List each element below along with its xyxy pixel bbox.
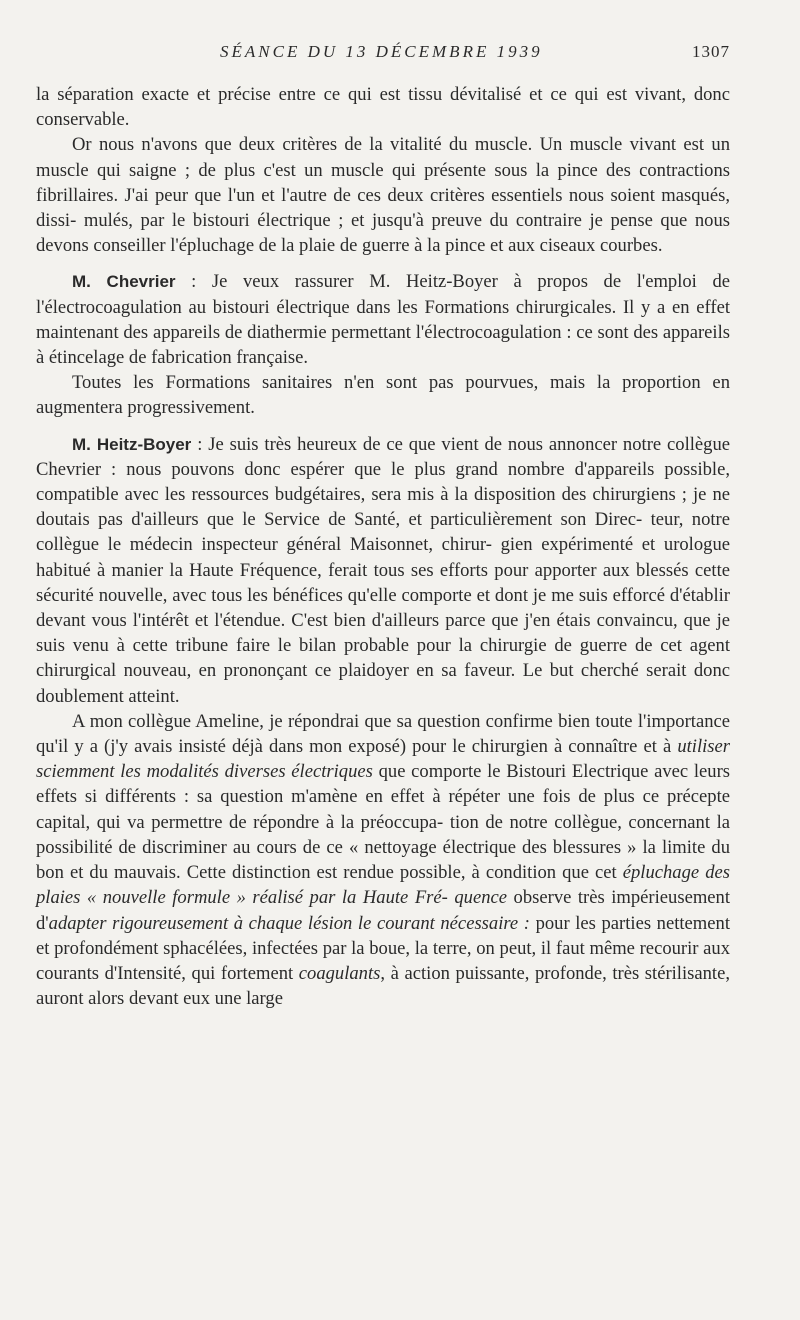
paragraph-heitz-boyer	[36, 432, 730, 709]
page-number: 1307	[692, 42, 730, 61]
p6-text-a: A mon collègue Ameline, je répondrai que sa question confirme bien toute l'importance qu'il y a (j'y avais insisté déjà dans mon exposé) pour le chirurgien à connaître et à	[36, 710, 730, 758]
paragraph-6	[36, 709, 730, 1011]
speaker-chevrier: M. Chevrier	[72, 272, 176, 292]
p6-text-d: pour les parties nettement et profondément sphacélées, infectées par la boue, la terre, on peut, il faut même recourir aux courants d'Intensité, qui fortement	[36, 912, 730, 984]
p6-italic-3: adapter rigoureusement à chaque lésion le courant nécessaire :	[48, 912, 530, 934]
heitz-boyer-text: : Je suis très heureux de ce que vient de nous annoncer notre collègue Chevrier : nous pouvons donc espérer que le plus grand nombre d'appareils possible, compatible avec les ressources budgétaires, sera mis à la disposition des chirurgiens ; je ne doutais pas d'ailleurs que le Service de Santé, et particulièrement son Direc- teur, notre collègue le médecin inspecteur général Maisonnet, chirur- gien expérimenté et urologue habitué à manier la Haute Fréquence, ferait tous ses efforts pour apporter aux blessés cette sécurité nouvelle, avec tous les bénéfices qu'elle comporte et dont je me suis efforcé d'établir devant vous l'intérêt et l'étendue. C'est bien d'ailleurs parce que j'en étais convaincu, que je suis venu à cette tribune faire le bilan probable pour la chirurgie de guerre de cet agent chirurgical nouveau, en prononçant ce plaidoyer en sa faveur. Le but cherché serait donc doublement atteint.	[36, 433, 730, 707]
paragraph-chevrier	[36, 269, 730, 370]
p6-text-c: observe très impérieusement d'	[36, 887, 731, 934]
p6-text-b: que comporte le Bistouri Electrique avec leurs effets si différents : sa question m'amène en effet à répéter une fois de plus ce précepte capital, qui va permettre de répondre à la préoccupa- tion de notre collègue, concernant la possibilité de discriminer au cours de ce « nettoyage électrique des blessures » la limite du bon et du mauvais. Cette distinction est rendue possible, à condition que cet	[36, 761, 730, 884]
running-header	[36, 42, 730, 68]
paragraph-2: Or nous n'avons que deux critères de la vitalité du muscle. Un muscle vivant est un muscle qui saigne ; de plus c'est un muscle qui présente sous la pince des contractions fibrillaires. J'ai peur que l'un et l'autre de ces deux critères essentiels nous soient masqués, dissi- mulés, par le bistouri électrique ; et jusqu'à preuve du contraire je pense que nous devons conseiller l'épluchage de la plaie de guerre à la pince et aux ciseaux courbes.	[36, 134, 730, 257]
paragraph-4: Toutes les Formations sanitaires n'en sont pas pourvues, mais la proportion en augmentera progressivement.	[36, 372, 730, 419]
p6-italic-2: épluchage des plaies « nouvelle formule » réalisé par la Haute Fré- quence	[36, 862, 730, 909]
body-text	[36, 82, 730, 1011]
paragraph-1: la séparation exacte et précise entre ce qui est tissu dévitalisé et ce qui est vivant, donc conservable.	[36, 84, 730, 131]
p6-italic-1: utiliser sciemment les modalités diverses électriques	[36, 736, 730, 783]
p6-italic-4: coagulants	[298, 962, 381, 984]
p6-text-e: , à action puissante, profonde, très stérilisante, auront alors devant eux une large	[36, 962, 730, 1010]
speaker-heitz-boyer: M. Heitz-Boyer	[72, 434, 192, 454]
chevrier-text: : Je veux rassurer M. Heitz-Boyer à propos de l'emploi de l'électrocoagulation au bistouri électrique dans les Formations chirurgicales. Il y a en effet maintenant des appareils de diathermie permettant l'électrocoagulation : ce sont des appareils à étincelage de fabrication française.	[36, 271, 731, 369]
header-title: SÉANCE DU 13 DÉCEMBRE 1939	[220, 42, 543, 61]
